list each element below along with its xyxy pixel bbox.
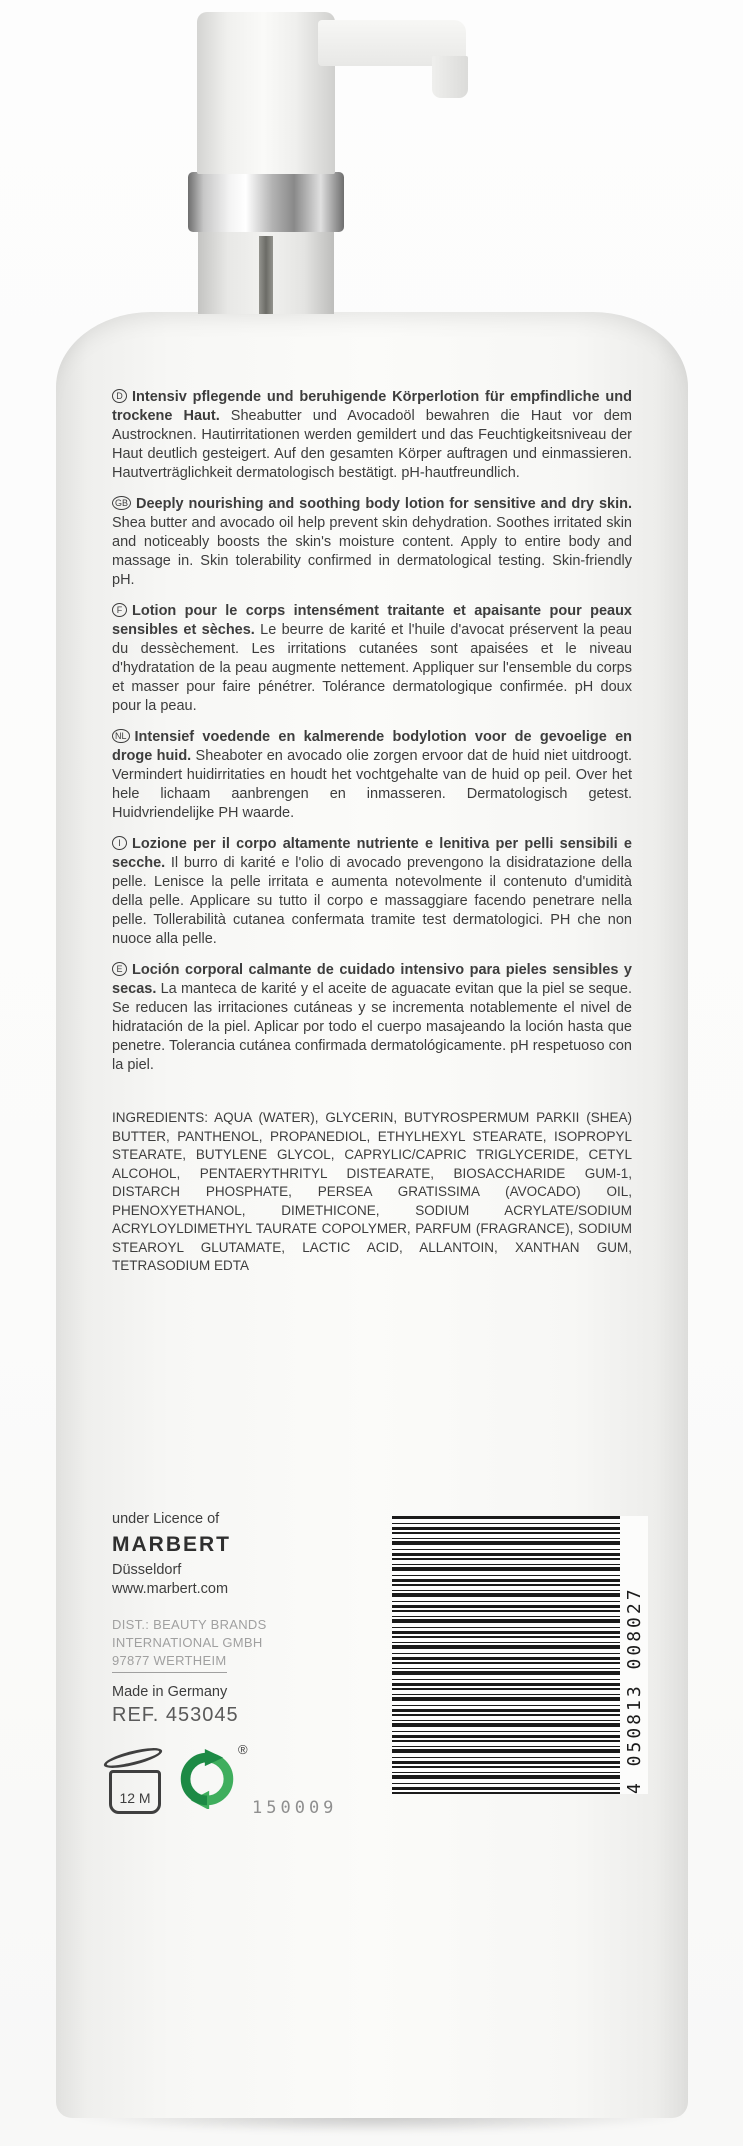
ingredients-list: INGREDIENTS: AQUA (WATER), GLYCERIN, BUTYROSPERMUM PARKII (SHEA) BUTTER, PANTHENOL, PROPANEDIOL, ETHYLHEXYL STEARATE, ISOPROPYL STEARATE, BUTYLENE GLYCOL, CAPRYLIC/CAPRIC TRIGLYCERIDE, CETYL ALCOHOL, PENTAERYTHRITYL DISTEARATE, BIOSACCHARIDE GUM-1, DISTARCH PHOSPHATE, PERSEA GRATISSIMA (AVOCADO) OIL, PHENOXYETHANOL, DIMETHICONE, SODIUM ACRYLATE/SODIUM ACRYLOYLDIMETHYL TAURATE COPOLYMER, PARFUM (FRAGRANCE), SODIUM STEAROYL GLUTAMATE, LACTIC ACID, ALLANTOIN, XANTHAN GUM, TETRASODIUM EDTA <box>112 1110 632 1273</box>
ref-number: REF. 453045 <box>112 1704 239 1726</box>
language-code-badge: F <box>112 603 127 617</box>
paragraph-body: Sheaboter en avocado olie zorgen ervoor dat de huid niet uitdroogt. Vermindert huidirritaties en houdt het vochtgehalte van de huid op peil. Over het hele lichaam aanbrengen en inmasseren. Dermatologisch getest. Huidvriendelijke PH waarde. <box>112 748 633 821</box>
label-paragraph-fr <box>112 602 632 716</box>
paragraph-lead: Intensief voedende en kalmerende bodylotion voor de gevoelige en droge huid. <box>112 729 632 764</box>
distributor-line: INTERNATIONAL GMBH <box>112 1635 263 1650</box>
barcode-bars <box>392 1516 620 1794</box>
label-paragraph-de <box>112 388 632 483</box>
made-in-text: Made in Germany <box>112 1684 228 1700</box>
paragraph-lead: Deeply nourishing and soothing body lotion for sensitive and dry skin. <box>136 496 632 512</box>
batch-number: 150009 <box>252 1798 338 1818</box>
language-code-badge: E <box>112 962 127 976</box>
green-dot-arrows <box>177 1749 237 1809</box>
brand-name: MARBERT <box>112 1533 231 1556</box>
chrome-collar <box>188 172 344 232</box>
language-code-badge: GB <box>112 496 131 510</box>
language-code-badge: NL <box>112 729 130 743</box>
label-paragraph-nl <box>112 728 632 823</box>
label-paragraph-es <box>112 961 632 1075</box>
language-code-badge: D <box>112 389 127 403</box>
language-code-badge: I <box>112 836 127 850</box>
registered-trademark-symbol: ® <box>238 1742 248 1757</box>
under-licence-text: under Licence of <box>112 1511 220 1527</box>
pump-head <box>197 12 335 174</box>
dip-tube <box>259 236 273 314</box>
ean-barcode-rotated <box>392 1516 648 1794</box>
distributor-line: 97877 WERTHEIM <box>112 1652 227 1673</box>
back-label <box>112 388 632 1276</box>
paragraph-body: Sheabutter und Avocadoöl bewahren die Haut vor dem Austrocknen. Hautirritationen werden gemildert und das Feuchtigkeitsniveau der Haut deutlich gesteigert. Auf den gesamten Körper auftragen und einmassieren. Hautverträglichkeit dermatologisch bestätigt. pH-hautfreundlich. <box>112 408 632 481</box>
paragraph-body: Le beurre de karité et l'huile d'avocat préservent la peau du dessèchement. Les irritations cutanées sont apaisées et le niveau d'hydratation de la peau augmente nettement. Appliquer sur l'ensemble du corps et masser pour faire pénétrer. Tolérance dermatologique confirmée. pH doux pour la peau. <box>112 622 632 714</box>
period-after-opening-icon <box>104 1750 170 1818</box>
paragraph-body: Il burro di karité e l'olio di avocado prevengono la disidratazione della pelle. Lenisce la pelle irritata e aumenta notevolmente il contenuto d'umidità della pelle. Applicare su tutto il corpo e massaggiare facendo penetrare nella pelle. Tollerabilità cutanea confermata tramite test dermatologici. PH che non nuoce alla pelle. <box>112 855 632 947</box>
paragraph-lead: Lozione per il corpo altamente nutriente e lenitiva per pelli sensibili e secche. <box>112 836 632 871</box>
pao-months-label: 12 M <box>119 1790 151 1806</box>
licence-block <box>112 1510 231 1599</box>
paragraph-body: Shea butter and avocado oil help prevent skin dehydration. Soothes irritated skin and noticeably boosts the skin's moisture content. Apply to entire body and massage in. Skin tolerability confirmed in dermatological testing. Skin-friendly pH. <box>112 515 632 588</box>
barcode-digits: 4 050813 008027 <box>624 1586 645 1794</box>
green-dot-recycling-icon <box>177 1749 237 1809</box>
paragraph-body: La manteca de karité y el aceite de aguacate evitan que la piel se seque. Se reducen las irritaciones cutáneas y se incrementa notablemente el nivel de hidratación de la piel. Aplicar por todo el cuerpo masajeando la loción hasta que penetre. Tolerancia cutánea confirmada dermatológicamente. pH respetuoso con la piel. <box>112 981 632 1073</box>
paragraph-lead: Intensiv pflegende und beruhigende Körperlotion für empfindliche und trockene Haut. <box>112 389 632 424</box>
pump-spout-tip <box>432 56 468 98</box>
distributor-block <box>112 1616 267 1673</box>
distributor-line: DIST.: BEAUTY BRANDS <box>112 1617 267 1632</box>
label-paragraph-it <box>112 835 632 949</box>
paragraph-lead: Loción corporal calmante de cuidado intensivo para pieles sensibles y secas. <box>112 962 632 997</box>
brand-website: www.marbert.com <box>112 1581 229 1597</box>
brand-city: Düsseldorf <box>112 1562 182 1578</box>
ean-barcode <box>392 1516 648 1794</box>
jar-body-icon <box>109 1770 161 1814</box>
paragraph-lead: Lotion pour le corps intensément traitante et apaisante pour peaux sensibles et sèches. <box>112 603 632 638</box>
label-paragraph-gb <box>112 495 632 590</box>
